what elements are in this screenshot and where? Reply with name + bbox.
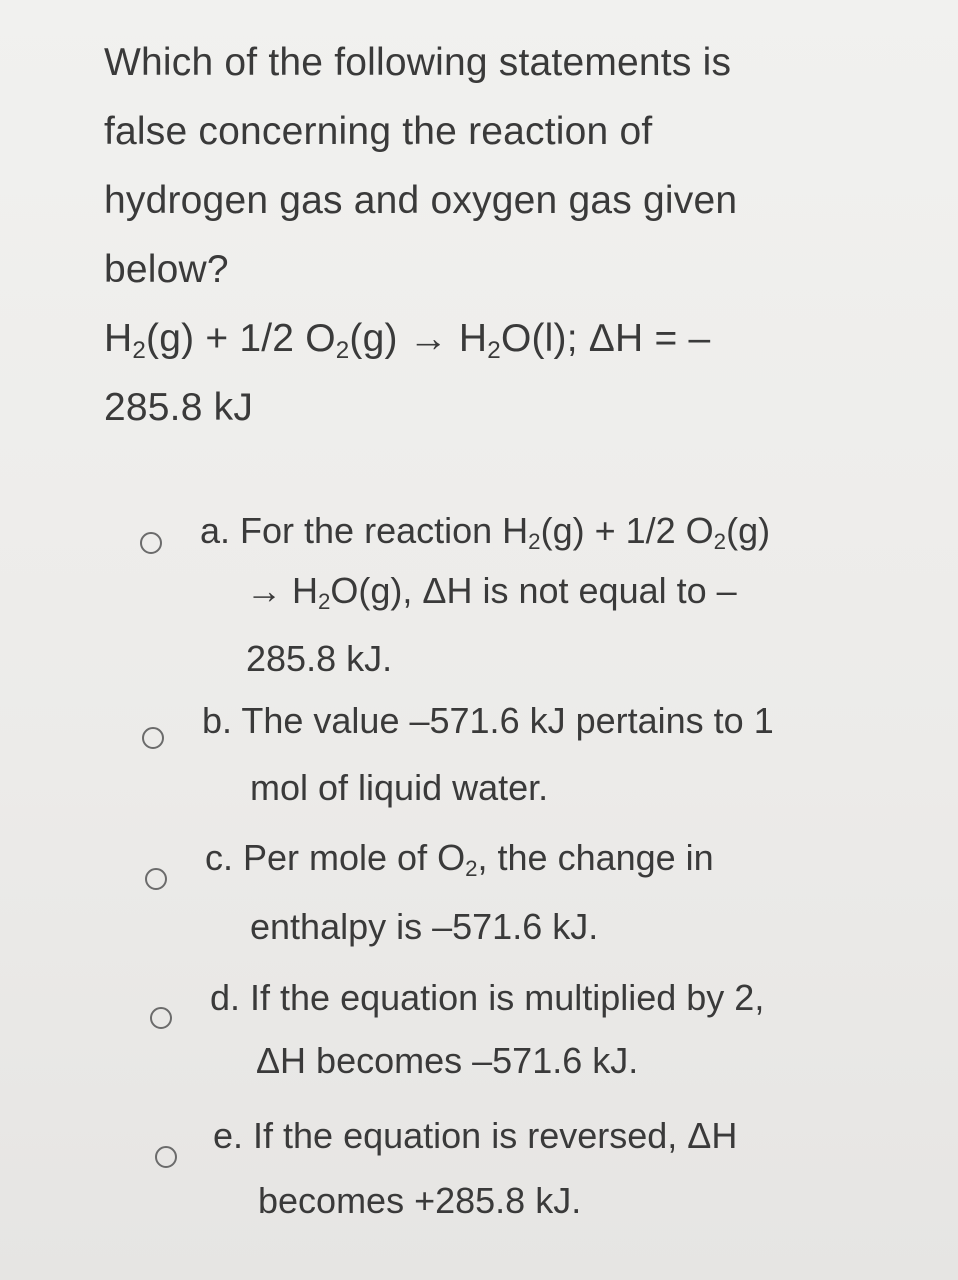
option-a-line-1	[200, 500, 770, 562]
option-subscript: 2	[318, 589, 331, 615]
reaction-equation	[104, 304, 864, 373]
option-text: → H	[246, 570, 318, 611]
equation-part: (g) + 1/2 O	[146, 317, 336, 360]
equation-subscript: 2	[487, 336, 501, 364]
option-d-line-2: ΔH becomes –571.6 kJ.	[256, 1040, 639, 1081]
equation-part: (g) → H	[349, 317, 488, 360]
enthalpy-value: 285.8 kJ	[104, 386, 254, 429]
question-line: Which of the following statements is	[104, 41, 732, 84]
option-text: , the change in	[477, 837, 714, 878]
equation-part: O(l); ΔH = –	[500, 317, 711, 360]
question-line: hydrogen gas and oxygen gas given	[104, 179, 738, 222]
equation-subscript: 2	[335, 336, 350, 364]
question-text	[104, 28, 864, 442]
radio-button-b[interactable]	[142, 727, 164, 749]
option-text: (g)	[726, 510, 771, 551]
option-e-line-1: e. If the equation is reversed, ΔH	[213, 1115, 738, 1156]
radio-button-e[interactable]	[155, 1146, 177, 1168]
option-text: a. For the reaction H	[200, 510, 529, 551]
option-a-line-3: 285.8 kJ.	[246, 638, 393, 679]
option-text: (g) + 1/2 O	[540, 510, 714, 551]
option-c-line-1	[205, 827, 714, 889]
option-a-line-2	[246, 560, 737, 622]
option-subscript: 2	[528, 529, 541, 555]
option-d-line-1: d. If the equation is multiplied by 2,	[210, 977, 765, 1018]
radio-button-c[interactable]	[145, 868, 167, 890]
equation-part: H	[104, 317, 133, 360]
radio-button-a[interactable]	[140, 532, 162, 554]
option-subscript: 2	[713, 529, 727, 555]
option-subscript: 2	[465, 856, 478, 882]
option-c-line-2: enthalpy is –571.6 kJ.	[250, 906, 599, 947]
question-line: false concerning the reaction of	[104, 110, 653, 153]
option-e-line-2: becomes +285.8 kJ.	[258, 1180, 582, 1221]
option-text: c. Per mole of O	[205, 837, 466, 878]
radio-button-d[interactable]	[150, 1007, 172, 1029]
option-text: O(g), ΔH is not equal to –	[330, 570, 737, 611]
question-line: below?	[104, 248, 229, 291]
option-b-line-2: mol of liquid water.	[250, 767, 549, 808]
option-b-line-1: b. The value –571.6 kJ pertains to 1	[202, 700, 774, 741]
equation-subscript: 2	[132, 336, 147, 364]
